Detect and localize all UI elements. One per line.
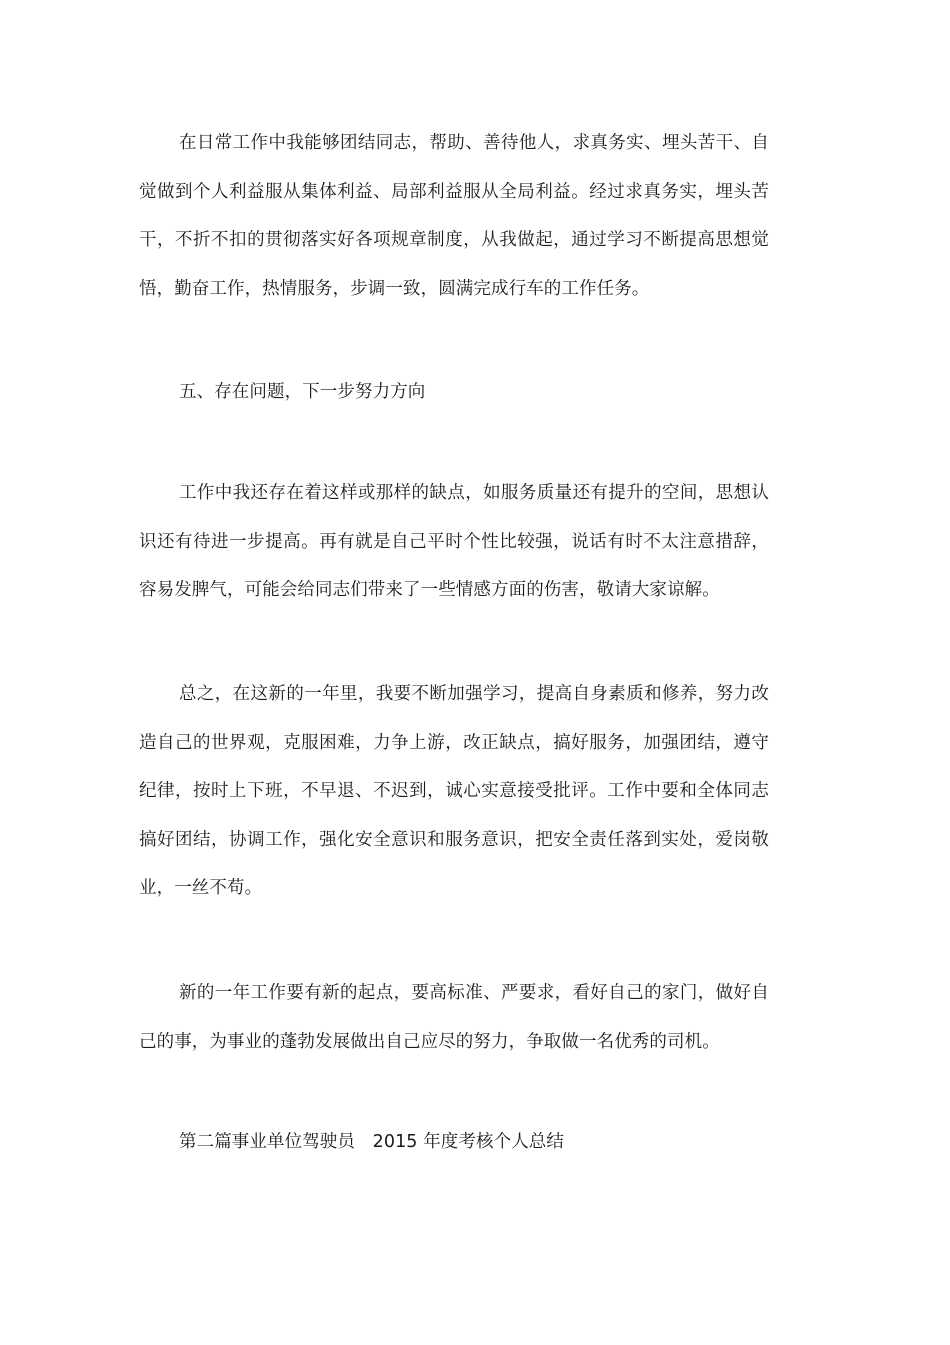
paragraph-work-attitude: 在日常工作中我能够团结同志，帮助、善待他人，求真务实、埋头苦干、自觉做到个人利益服从集体利益、局部利益服从全局利益。经过求真务实，埋头苦干，不折不扣的贯彻落实好各项规章制度，从我做起，通过学习不断提高思想觉悟，勤奋工作，热情服务，步调一致，圆满完成行车的工作任务。 xyxy=(139,133,769,299)
paragraph-shortcomings: 工作中我还存在着这样或那样的缺点，如服务质量还有提升的空间，思想认识还有待进一步提高。再有就是自己平时个性比较强，说话有时不太注意措辞，容易发脾气，可能会给同志们带来了一些情感方面的伤害，敬请大家谅解。 xyxy=(139,483,769,600)
paragraph-new-year: 新的一年工作要有新的起点，要高标准、严要求，看好自己的家门，做好自己的事，为事业的蓬勃发展做出自己应尽的努力，争取做一名优秀的司机。 xyxy=(139,983,769,1052)
paragraph-summary: 总之，在这新的一年里，我要不断加强学习，提高自身素质和修养，努力改造自己的世界观，克服困难，力争上游，改正缺点，搞好服务，加强团结，遵守纪律，按时上下班，不早退、不迟到，诚心实意接受批评。工作中要和全体同志搞好团结，协调工作，强化安全意识和服务意识，把安全责任落到实处，爱岗敬业，一丝不苟。 xyxy=(139,684,769,898)
section-heading-problems: 五、存在问题，下一步努力方向 xyxy=(179,382,426,402)
second-article-title: 第二篇事业单位驾驶员 2015 年度考核个人总结 xyxy=(179,1132,564,1152)
